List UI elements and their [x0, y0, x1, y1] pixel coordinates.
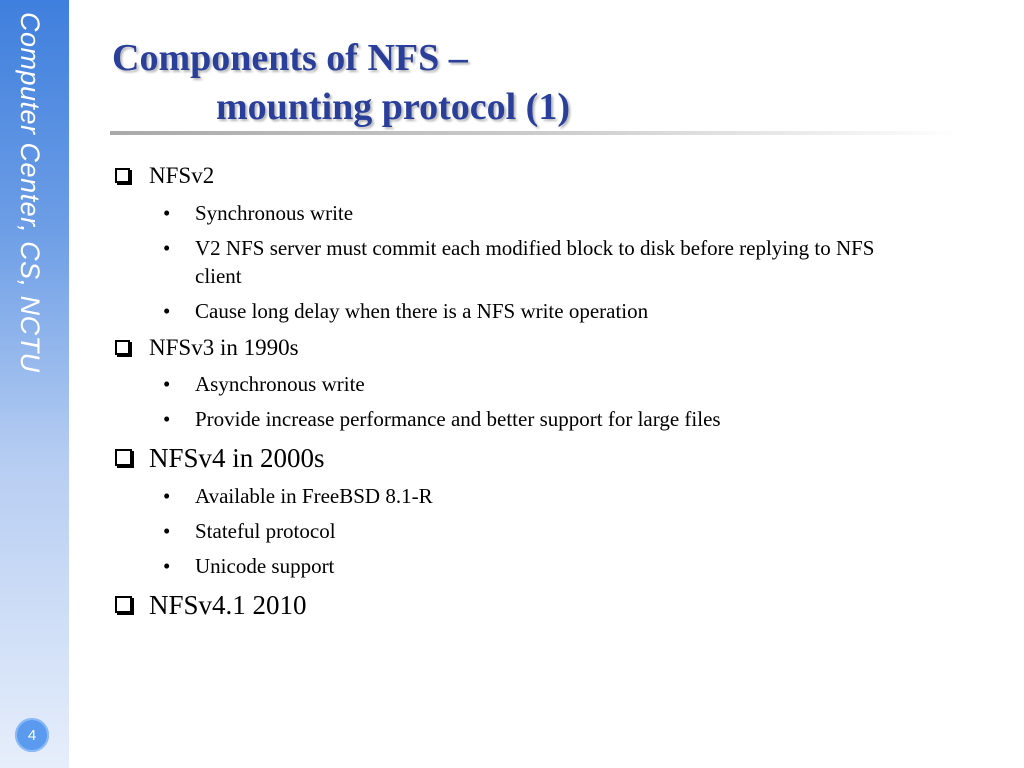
bullet-dot-icon: •: [163, 236, 171, 260]
slide-title-line-2: mounting protocol (1): [216, 86, 570, 128]
slide-body: [112, 160, 992, 623]
bullet-dot-icon: •: [163, 407, 171, 431]
sub-bullet-text: Stateful protocol: [195, 519, 336, 543]
checkbox-square-icon: [115, 340, 130, 355]
sub-bullet: [112, 199, 992, 227]
sidebar-banner: [0, 0, 69, 768]
slide-title: [112, 34, 570, 132]
sub-bullet-text: Asynchronous write: [195, 372, 365, 396]
sub-bullet: [112, 405, 992, 433]
bullet-label: NFSv3 in 1990s: [149, 335, 299, 360]
sub-bullet-text: Synchronous write: [195, 201, 354, 225]
bullet-dot-icon: •: [163, 484, 171, 508]
sub-bullet-text: Provide increase performance and better support for large files: [195, 407, 721, 431]
bullet-dot-icon: •: [163, 201, 171, 225]
sub-bullet-text: V2 NFS server must commit each modified block to disk before replying to NFS client: [195, 236, 875, 288]
sidebar-label: Computer Center, CS, NCTU: [15, 12, 45, 373]
bullet-nfsv3: [112, 332, 992, 364]
sub-bullet-text: Cause long delay when there is a NFS write operation: [195, 299, 649, 323]
sub-bullet: [112, 552, 992, 580]
sub-bullet: [112, 517, 992, 545]
checkbox-square-icon: [115, 449, 132, 466]
bullet-dot-icon: •: [163, 519, 171, 543]
sub-bullet-text: Unicode support: [195, 554, 335, 578]
sub-bullet-text: Available in FreeBSD 8.1-R: [195, 484, 433, 508]
bullet-nfsv41: [112, 587, 992, 623]
bullet-nfsv4: [112, 440, 992, 476]
bullet-label: NFSv4 in 2000s: [149, 443, 325, 473]
sub-bullet: [112, 482, 992, 510]
bullet-dot-icon: •: [163, 554, 171, 578]
bullet-label: NFSv4.1 2010: [149, 590, 307, 620]
page-number-badge: 4: [15, 718, 49, 752]
bullet-dot-icon: •: [163, 372, 171, 396]
bullet-nfsv2: [112, 160, 992, 192]
sub-bullet: [112, 234, 992, 290]
sub-bullet: [112, 297, 992, 325]
slide-title-line-1: Components of NFS –: [112, 37, 468, 79]
sub-bullet: [112, 370, 992, 398]
bullet-label: NFSv2: [149, 163, 215, 188]
bullet-dot-icon: •: [163, 299, 171, 323]
checkbox-square-icon: [115, 596, 132, 613]
checkbox-square-icon: [115, 168, 130, 183]
title-underline-rule: [110, 131, 960, 135]
